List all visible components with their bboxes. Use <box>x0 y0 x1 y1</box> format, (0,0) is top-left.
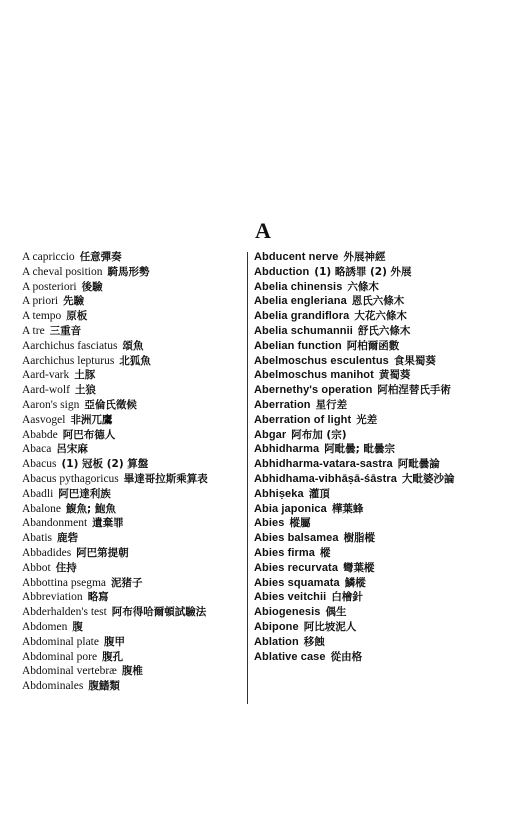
entry-term: Aasvogel <box>22 413 66 426</box>
dictionary-entry <box>22 368 244 383</box>
dictionary-entry <box>254 561 472 576</box>
entry-translation: 住持 <box>55 561 77 574</box>
entry-translation: 黄蜀葵 <box>378 369 411 382</box>
entry-term: Abaca <box>22 443 52 456</box>
entry-translation: 阿布得哈爾頓試驗法 <box>111 606 207 619</box>
entry-term: Abducent nerve <box>254 251 339 263</box>
entry-term: Abelia grandiflora <box>254 310 350 323</box>
dictionary-entry <box>22 398 244 413</box>
entry-translation: 樅 <box>320 546 331 559</box>
entry-term: Abduction <box>254 265 310 278</box>
entry-term: Abacus <box>22 458 57 471</box>
entry-term: Abies recurvata <box>254 561 339 574</box>
entry-term: Abandonment <box>22 517 88 530</box>
entry-term: Abelia schumannii <box>254 324 353 337</box>
entry-translation: 外展神經 <box>343 251 386 263</box>
entry-translation: 六條木 <box>347 280 379 293</box>
right-column <box>254 250 472 664</box>
entry-term: Abelmoschus esculentus <box>254 354 389 367</box>
entry-term: Aberration of light <box>254 413 352 426</box>
entry-translation: 阿柏涅替氏手術 <box>377 384 451 397</box>
entry-term: Ablation <box>254 635 299 648</box>
entry-term: Abgar <box>254 428 287 441</box>
section-letter: A <box>255 218 271 243</box>
dictionary-entry <box>254 546 472 561</box>
dictionary-entry <box>22 442 244 457</box>
entry-term: A capriccio <box>22 251 75 263</box>
entry-translation: 略寫 <box>87 591 109 604</box>
dictionary-entry <box>22 561 244 576</box>
entry-term: Abipone <box>254 620 299 633</box>
dictionary-entry <box>254 635 472 650</box>
dictionary-entry <box>254 650 472 665</box>
dictionary-entry <box>254 502 472 517</box>
entry-term: Abies squamata <box>254 576 340 589</box>
entry-term: Abelia chinensis <box>254 280 343 293</box>
entry-term: Abhiṣeka <box>254 487 304 500</box>
dictionary-entry <box>254 250 472 265</box>
entry-translation: 食果蜀葵 <box>393 354 436 367</box>
entry-term: Aarchichus fasciatus <box>22 339 118 352</box>
entry-translation: 阿巴第提朝 <box>76 546 129 559</box>
entry-term: Abbreviation <box>22 591 83 604</box>
entry-translation: 偶生 <box>325 606 347 619</box>
entry-translation: 阿毗曇論 <box>397 458 440 471</box>
entry-translation: 腹甲 <box>103 635 125 648</box>
dictionary-entry <box>22 413 244 428</box>
entry-term: A cheval position <box>22 265 103 278</box>
entry-translation: 阿巴布德人 <box>62 428 116 441</box>
dictionary-entry <box>22 324 244 339</box>
dictionary-entry <box>22 576 244 591</box>
entry-translation: 樹脂樅 <box>343 532 376 545</box>
entry-term: Abiogenesis <box>254 606 321 619</box>
entry-translation: 大毗婆沙論 <box>402 472 455 485</box>
dictionary-entry <box>254 368 472 383</box>
entry-term: Ablative case <box>254 650 326 663</box>
entry-term: Abdominal pore <box>22 650 98 663</box>
entry-term: Abadli <box>22 487 54 500</box>
dictionary-entry <box>254 472 472 487</box>
dictionary-entry <box>254 531 472 546</box>
dictionary-entry <box>22 650 244 665</box>
entry-translation: 阿巴達利族 <box>58 487 111 500</box>
entry-term: Abies firma <box>254 546 316 559</box>
dictionary-entry <box>254 280 472 295</box>
entry-term: Abacus pythagoricus <box>22 472 119 485</box>
entry-translation: 先驗 <box>63 295 85 308</box>
entry-translation: 舒氏六條木 <box>357 324 411 337</box>
dictionary-entry <box>22 294 244 309</box>
entry-term: Aberration <box>254 398 311 411</box>
entry-term: Abdomen <box>22 620 68 633</box>
entry-term: A priori <box>22 295 59 308</box>
dictionary-entry <box>22 620 244 635</box>
entry-term: Abernethy's operation <box>254 384 373 397</box>
dictionary-entry <box>22 265 244 280</box>
entry-translation: 腹椎 <box>121 665 143 678</box>
entry-term: Abies veitchii <box>254 591 327 604</box>
entry-term: Abdominales <box>22 680 84 693</box>
dictionary-entry <box>22 354 244 369</box>
dictionary-entry <box>254 487 472 502</box>
dictionary-entry <box>254 516 472 531</box>
entry-term: Abbot <box>22 561 51 574</box>
entry-term: Abalone <box>22 502 61 515</box>
entry-translation: 遺棄罪 <box>92 517 124 530</box>
entry-translation: 恩氏六條木 <box>351 295 405 308</box>
dictionary-entry <box>254 294 472 309</box>
dictionary-entry <box>22 472 244 487</box>
entry-translation: 三重音 <box>49 324 82 337</box>
entry-term: Abdominal vertebræ <box>22 665 117 678</box>
column-divider <box>247 252 248 704</box>
dictionary-entry <box>22 250 244 265</box>
entry-translation: 從由格 <box>330 650 363 663</box>
entry-translation: 鱗樅 <box>344 576 366 589</box>
entry-translation: 阿柏爾函數 <box>346 339 400 352</box>
dictionary-entry <box>22 635 244 650</box>
entry-translation: 土狼 <box>74 384 96 397</box>
entry-term: Abies <box>254 517 285 530</box>
entry-translation: 原板 <box>66 310 88 323</box>
left-column <box>22 250 244 694</box>
entry-translation: 阿布加 (宗) <box>291 428 347 441</box>
dictionary-entry <box>22 428 244 443</box>
dictionary-entry <box>254 324 472 339</box>
entry-translation: 樺葉蜂 <box>331 502 364 515</box>
entry-translation: 北狐魚 <box>119 354 151 367</box>
dictionary-entry <box>254 413 472 428</box>
dictionary-entry <box>254 576 472 591</box>
entry-term: Aaron's sign <box>22 398 80 411</box>
dictionary-entry <box>254 605 472 620</box>
entry-term: Abelia engleriana <box>254 295 347 308</box>
entry-term: Abderhalden's test <box>22 606 107 619</box>
dictionary-entry <box>22 664 244 679</box>
entry-translation: 土豚 <box>74 369 96 382</box>
dictionary-entry <box>22 605 244 620</box>
dictionary-entry <box>22 679 244 694</box>
dictionary-entry <box>22 383 244 398</box>
entry-translation: 白檜針 <box>331 591 363 604</box>
entry-translation: 灌頂 <box>308 487 330 500</box>
entry-term: Abdominal plate <box>22 635 99 648</box>
entry-translation: 腹 <box>72 620 83 633</box>
entry-term: Abatis <box>22 532 53 545</box>
dictionary-entry <box>22 531 244 546</box>
entry-translation: 移蝕 <box>303 635 325 648</box>
entry-translation: 鹿砦 <box>57 532 79 545</box>
entry-term: A tempo <box>22 310 62 323</box>
dictionary-entry <box>22 487 244 502</box>
entry-translation: 頌魚 <box>122 339 144 352</box>
entry-translation: (1) 略誘罪 (2) 外展 <box>314 265 412 278</box>
entry-translation: 騎馬形勢 <box>107 265 150 278</box>
entry-translation: 鰒魚; 鮑魚 <box>65 502 116 515</box>
entry-translation: 亞倫氏徵候 <box>84 398 137 411</box>
entry-term: Abhidharma-vatara-sastra <box>254 458 393 471</box>
entry-translation: 畢達哥拉斯乘算表 <box>123 472 208 485</box>
dictionary-entry <box>22 516 244 531</box>
entry-translation: 腹鰭類 <box>88 680 120 693</box>
dictionary-entry <box>254 457 472 472</box>
entry-translation: (1) 冠板 (2) 算盤 <box>61 458 149 471</box>
dictionary-entry <box>254 398 472 413</box>
dictionary-entry <box>254 383 472 398</box>
dictionary-entry <box>254 428 472 443</box>
entry-translation: 大花六條木 <box>354 310 407 323</box>
entry-translation: 非洲兀鷹 <box>70 413 113 426</box>
entry-term: Abies balsamea <box>254 532 339 545</box>
dictionary-entry <box>254 590 472 605</box>
entry-term: Abhidharma <box>254 443 320 456</box>
entry-term: Abelian function <box>254 339 342 352</box>
entry-term: Aarchichus lepturus <box>22 354 115 367</box>
entry-translation: 樅屬 <box>289 517 311 530</box>
dictionary-entry <box>254 442 472 457</box>
entry-translation: 任意彈奏 <box>79 251 122 263</box>
entry-term: Aard-wolf <box>22 384 70 397</box>
entry-translation: 阿毗曇; 毗曇宗 <box>324 443 396 456</box>
entry-term: Ababde <box>22 428 58 441</box>
dictionary-entry <box>22 457 244 472</box>
entry-translation: 彎葉樅 <box>343 561 375 574</box>
entry-term: Aard-vark <box>22 369 70 382</box>
dictionary-entry <box>254 265 472 280</box>
entry-translation: 腹孔 <box>102 650 124 663</box>
dictionary-entry <box>22 309 244 324</box>
entry-translation: 呂宋麻 <box>56 443 88 456</box>
entry-term: Abelmoschus manihot <box>254 369 374 382</box>
entry-term: A tre <box>22 324 45 337</box>
dictionary-entry <box>22 339 244 354</box>
dictionary-entry <box>254 620 472 635</box>
dictionary-entry <box>254 339 472 354</box>
dictionary-entry <box>22 590 244 605</box>
dictionary-entry <box>254 309 472 324</box>
entry-term: Abia japonica <box>254 502 327 515</box>
entry-term: A posteriori <box>22 280 77 293</box>
entry-term: Abbottina psegma <box>22 576 106 589</box>
dictionary-entry <box>22 280 244 295</box>
entry-translation: 星行差 <box>315 398 348 411</box>
dictionary-entry <box>22 502 244 517</box>
entry-translation: 泥猪子 <box>111 576 143 589</box>
dictionary-entry <box>254 354 472 369</box>
entry-translation: 光差 <box>356 413 378 426</box>
dictionary-entry <box>22 546 244 561</box>
entry-translation: 阿比坡泥人 <box>303 620 357 633</box>
entry-translation: 後驗 <box>81 280 103 293</box>
entry-term: Abbadides <box>22 546 72 559</box>
entry-term: Abhidhama-vibhāṣā-śāstra <box>254 472 397 485</box>
